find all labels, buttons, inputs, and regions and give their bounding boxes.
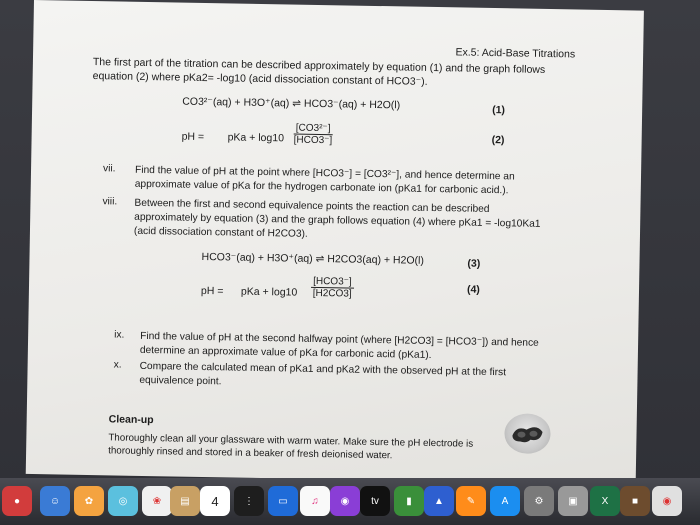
equation-4-mid: pKa + log10 [240, 285, 298, 299]
notes-icon[interactable]: ▤ [170, 486, 200, 516]
slideshow-icon[interactable]: ▭ [268, 486, 298, 516]
safety-goggles-icon [504, 413, 551, 454]
equation-4-lhs: pH = [200, 284, 224, 298]
tv-icon[interactable]: tv [360, 486, 390, 516]
equation-2-lhs: pH = [181, 130, 205, 143]
intro-paragraph: The first part of the titration can be described approximately by equation (1) and the graph follows equation (2) where pKa2= -log10 (acid dissociation constant of HCO3⁻). [92, 56, 546, 88]
question-viii-text: Between the first and second equivalence points the reaction can be described approximately by equation (3) and the graph follows equation (4) where pKa1 = -log10Ka1 (acid dissociation constant of H2CO3). [133, 197, 541, 240]
reminders-icon[interactable]: ⋮ [234, 486, 264, 516]
excel-icon[interactable]: X [590, 486, 620, 516]
photos-icon[interactable]: ❀ [142, 486, 172, 516]
app-store-icon[interactable]: A [490, 486, 520, 516]
dock [0, 478, 700, 525]
question-x-label: x. [113, 359, 122, 371]
equation-2-fraction [293, 123, 332, 147]
finder-icon[interactable]: ☺ [40, 486, 70, 516]
photos-app-icon[interactable]: ✿ [74, 486, 104, 516]
document-page [26, 0, 644, 485]
cleanup-title: Clean-up [108, 413, 154, 427]
pages-icon[interactable]: ✎ [456, 486, 486, 516]
equation-2-numerator: [CO3²⁻] [294, 123, 333, 136]
app-icon-red[interactable]: ● [2, 486, 32, 516]
equation-2-number: (2) [491, 134, 505, 147]
question-ix-text: Find the value of pH at the second halfway point (where [H2CO3] = [HCO3⁻]) and hence determine an approximate value of pKa for carbonic acid (pKa1). [139, 330, 539, 361]
system-preferences-icon[interactable]: ⚙ [524, 486, 554, 516]
equation-4-denominator: [H2CO3] [312, 287, 352, 300]
podcasts-icon[interactable]: ◉ [330, 486, 360, 516]
equation-2-mid: pKa + log10 [227, 131, 285, 145]
numbers-icon[interactable]: ▮ [394, 486, 424, 516]
question-ix-label: ix. [114, 329, 125, 341]
question-x-text: Compare the calculated mean of pKa1 and pKa2 with the observed pH at the first equivalence point. [139, 360, 507, 388]
question-vii-text: Find the value of pH at the point where [HCO3⁻] = [CO3²⁻], and hence determine an approximate value of pKa for the hydrogen carbonate ion (pKa1 for carbonic acid.). [134, 164, 515, 197]
chrome-icon[interactable]: ◉ [652, 486, 682, 516]
equation-4-number: (4) [466, 283, 480, 296]
question-vii-label: vii. [102, 163, 116, 175]
minecraft-icon[interactable]: ■ [620, 486, 650, 516]
keynote-icon[interactable]: ▲ [424, 486, 454, 516]
document-header: Ex.5: Acid-Base Titrations [455, 46, 576, 61]
equation-3: HCO3⁻(aq) + H3O⁺(aq) ⇌ H2CO3(aq) + H2O(l) [201, 250, 424, 267]
equation-1-number: (1) [492, 104, 506, 117]
equation-4-numerator: [HCO3⁻] [311, 276, 354, 289]
safari-icon[interactable]: ◎ [108, 486, 138, 516]
cleanup-text: Thoroughly clean all your glassware with warm water. Make sure the pH electrode is thoroughly rinsed and stored in a beaker of fresh deionised water. [108, 432, 474, 462]
equation-4-fraction [311, 276, 354, 300]
calendar-icon[interactable]: 4 [200, 486, 230, 516]
equation-2-denominator: [HCO3⁻] [293, 134, 333, 147]
equation-3-number: (3) [467, 257, 481, 270]
question-viii-label: viii. [102, 196, 118, 208]
music-icon[interactable]: ♫ [300, 486, 330, 516]
equation-1: CO3²⁻(aq) + H3O⁺(aq) ⇌ HCO3⁻(aq) + H2O(l) [182, 95, 401, 112]
preview-icon[interactable]: ▣ [558, 486, 588, 516]
